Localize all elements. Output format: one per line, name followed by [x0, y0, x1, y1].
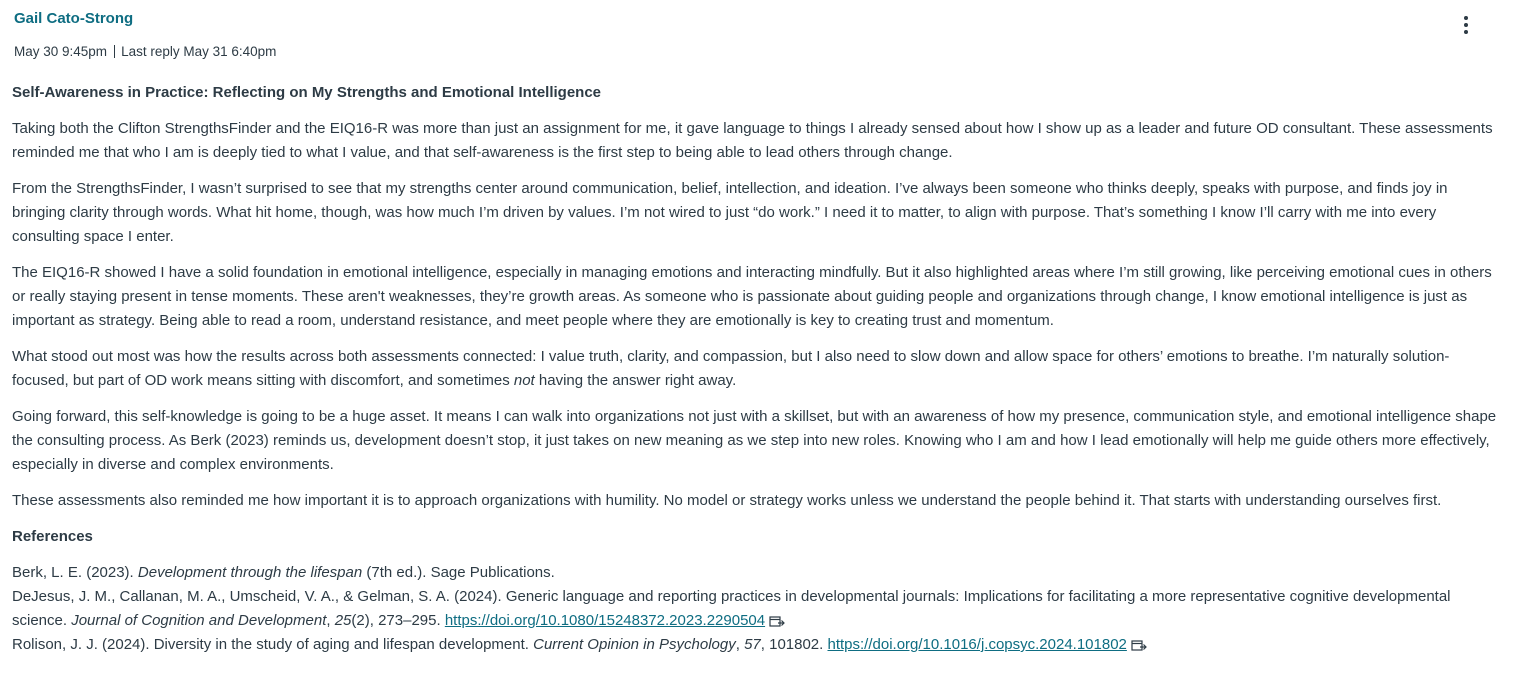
- reference-text: (7th ed.). Sage Publications.: [362, 564, 555, 581]
- reference-title: Development through the lifespan: [137, 564, 363, 581]
- emphasis-text: not: [513, 372, 535, 389]
- reference-item: [12, 585, 1497, 633]
- reference-text: ,: [326, 612, 335, 629]
- paragraph: These assessments also reminded me how important it is to approach organizations with humility. No model or strategy works unless we understand the people behind it. That starts with understanding ourselves first.: [12, 492, 1442, 509]
- reference-volume: 25: [334, 612, 352, 629]
- reference-text: (2), 273–295.: [351, 612, 445, 629]
- reference-text: Berk, L. E. (2023).: [12, 564, 138, 581]
- reference-volume: 57: [744, 636, 761, 653]
- paragraph: [12, 345, 1497, 393]
- post-timestamps: [14, 42, 276, 62]
- doi-link[interactable]: https://doi.org/10.1080/15248372.2023.2290504: [444, 612, 766, 629]
- reference-text: DeJesus, J. M., Callanan, M. A., Umscheid, V. A., & Gelman, S. A. (2024). Generic language and reporting practices in developmental journals: Implications for facilitating a more representative cognitive developmental science.: [12, 588, 1451, 629]
- doi-link[interactable]: https://doi.org/10.1016/j.copsyc.2024.101802: [827, 636, 1127, 653]
- meta-divider: [114, 45, 115, 58]
- paragraph: The EIQ16-R showed I have a solid foundation in emotional intelligence, especially in managing emotions and interacting mindfully. But it also highlighted areas where I’m still growing, like perceiving emotional cues in others or really staying present in tense moments. These aren't weaknesses, they’re growth areas. As someone who is passionate about guiding people and organizations through change, I know emotional intelligence is just as important as strategy. Being able to read a room, understand resistance, and meet people where they are emotionally is key to creating trust and momentum.: [12, 264, 1492, 329]
- paragraph: From the StrengthsFinder, I wasn’t surprised to see that my strengths center around communication, belief, intellection, and ideation. I’ve always been someone who thinks deeply, speaks with purpose, and finds joy in bringing clarity through words. What hit home, though, was how much I’m driven by values. I’m not wired to just “do work.” I need it to matter, to align with purpose. That’s something I know I’ll carry with me into every consulting space I enter.: [12, 180, 1448, 245]
- paragraph-text: What stood out most was how the results across both assessments connected: I value truth, clarity, and compassion, but I also need to slow down and allow space for others’ emotions to breathe. I’m naturally solution-focused, but part of OD work means sitting with discomfort, and sometimes: [12, 348, 1450, 389]
- paragraph: Going forward, this self-knowledge is going to be a huge asset. It means I can walk into organizations not just with a skillset, but with an awareness of how my presence, communication style, and emotional intelligence shape the consulting process. As Berk (2023) reminds us, development doesn’t stop, it just takes on new meaning as we step into new roles. Knowing who I am and how I lead emotionally will help me guide others more effectively, especially in diverse and complex environments.: [12, 408, 1497, 473]
- external-link-icon[interactable]: [1131, 639, 1147, 651]
- references-section: [12, 525, 1497, 657]
- references-heading: References: [12, 528, 93, 545]
- reference-journal: Current Opinion in Psychology: [533, 636, 736, 653]
- kebab-dot: [1464, 23, 1468, 27]
- reference-item: [12, 633, 1497, 657]
- reference-text: Rolison, J. J. (2024). Diversity in the study of aging and lifespan development.: [12, 636, 534, 653]
- reference-text: , 101802.: [760, 636, 828, 653]
- paragraph: Taking both the Clifton StrengthsFinder and the EIQ16-R was more than just an assignment for me, it gave language to things I already sensed about how I show up as a leader and future OD consultant. These assessments reminded me that who I am is deeply tied to what I value, and that self-awareness is the first step to being able to lead others through change.: [12, 120, 1493, 161]
- reference-journal: Journal of Cognition and Development: [71, 612, 327, 629]
- last-reply-time: Last reply May 31 6:40pm: [121, 44, 277, 59]
- post-title: Self-Awareness in Practice: Reflecting on My Strengths and Emotional Intelligence: [12, 84, 602, 101]
- paragraph-text: having the answer right away.: [534, 372, 737, 389]
- external-link-icon[interactable]: [769, 615, 785, 627]
- post-body: [12, 81, 1497, 657]
- posted-time: May 30 9:45pm: [14, 44, 108, 59]
- reference-item: [12, 561, 1497, 585]
- author-name-link[interactable]: Gail Cato-Strong: [14, 10, 134, 27]
- reference-text: ,: [735, 636, 745, 653]
- kebab-dot: [1464, 30, 1468, 34]
- kebab-dot: [1464, 16, 1468, 20]
- kebab-menu-icon[interactable]: [1455, 12, 1477, 38]
